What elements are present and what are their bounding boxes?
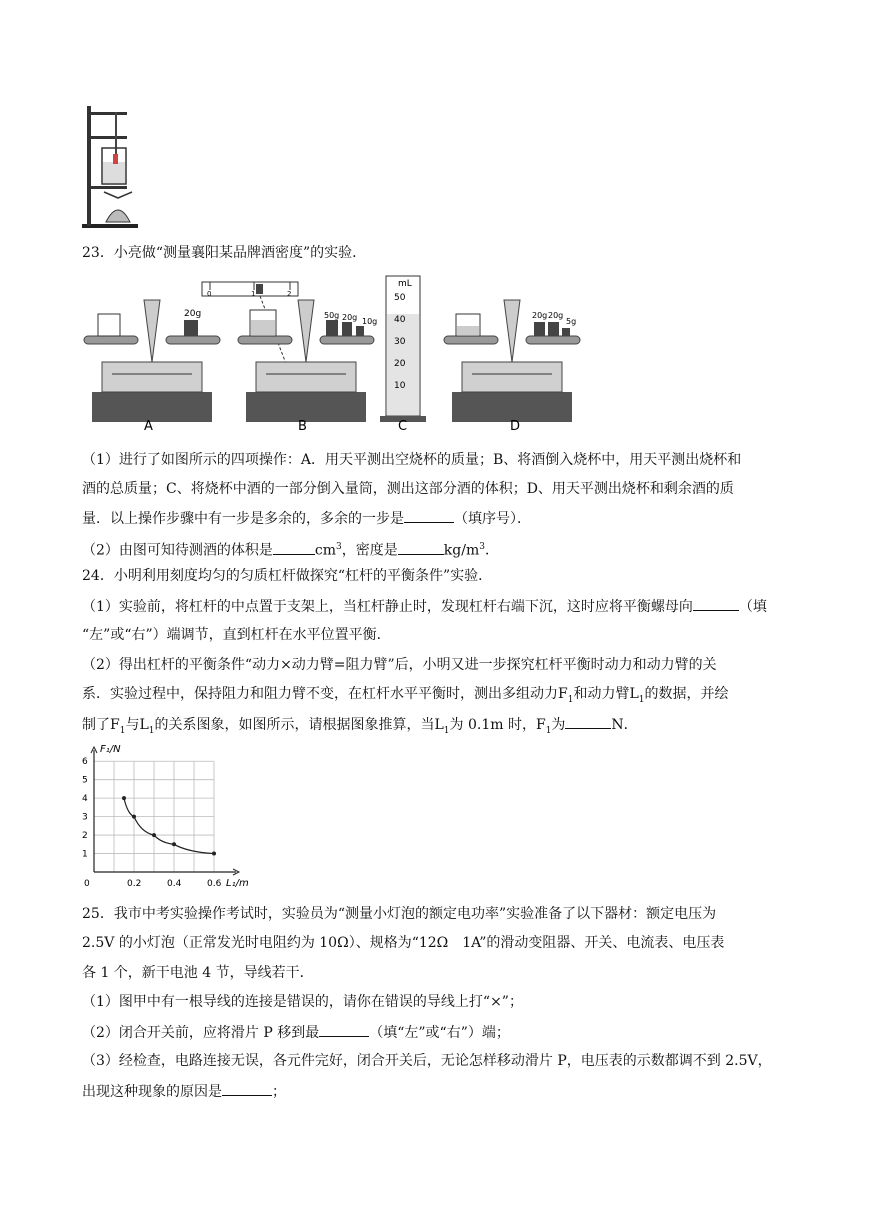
cylinder-tick-10: 10 xyxy=(394,381,406,391)
answer-blank-extra-step[interactable] xyxy=(404,508,454,523)
subscript-1: 1 xyxy=(119,725,126,736)
q23-part1-line3 xyxy=(82,508,802,529)
q25-part2 xyxy=(82,1022,802,1043)
q23-header: 23．小亮做“测量襄阳某品牌酒密度”的实验． xyxy=(82,245,367,261)
q24-part2-line1: （2）得出杠杆的平衡条件“动力×动力臂=阻力臂”后，小明又进一步探究杠杆平衡时动力和动力臂的关 xyxy=(82,657,717,673)
q25-part2-text: （2）闭合开关前，应将滑片 P 移到最 xyxy=(82,1025,320,1041)
subscript-1: 1 xyxy=(638,694,645,705)
q24-part1-line2: “左”或“右”）端调节，直到杠杆在水平位置平衡． xyxy=(82,627,391,643)
mass-b-1: 20g xyxy=(342,313,358,322)
answer-blank-force[interactable] xyxy=(565,714,611,729)
q23-part2-text: （2）由图可知待测酒的体积是 xyxy=(82,542,273,559)
subscript-1: 1 xyxy=(443,725,450,736)
q24-part2-line2 xyxy=(82,684,802,710)
data-point xyxy=(152,833,156,837)
q25-line1: 25．我市中考实验操作考试时，实验员为“测量小灯泡的额定电功率”实验准备了以下器材：额定电压为 xyxy=(82,906,717,922)
q24-part2-line3 xyxy=(82,714,802,741)
q23-part1-text: 量．以上操作步骤中有一步是多余的，多余的一步是 xyxy=(82,511,404,527)
unit-kg-m: kg/m xyxy=(443,542,480,559)
q25-part2-suffix: （填“左”或“右”）端； xyxy=(369,1025,510,1041)
x-tick-label: 0.4 xyxy=(167,879,182,889)
symbol-l: L xyxy=(629,686,639,702)
balance-a xyxy=(84,300,220,434)
ruler-tick-2: 2 xyxy=(287,290,292,298)
x-tick-label: 0.2 xyxy=(127,879,142,889)
q24-part2-line3-end: N． xyxy=(611,717,638,733)
force-arm-chart xyxy=(76,740,266,890)
cylinder-tick-40: 40 xyxy=(394,315,406,325)
answer-blank-slider-end[interactable] xyxy=(319,1022,369,1037)
q24-part2-line3-a: 制了 xyxy=(82,717,110,733)
q25-line3: 各 1 个，新干电池 4 节，导线若干． xyxy=(82,965,314,981)
symbol-l: L xyxy=(434,717,444,733)
q25-line2: 2.5V 的小灯泡（正常发光时电阻约为 10Ω）、规格为“12Ω 1A”的滑动变阻器、开关、电流表、电压表 xyxy=(82,935,725,951)
ruler-tick-0: 0 xyxy=(207,290,212,298)
figure-label-a: A xyxy=(144,419,153,434)
mass-d-1: 20g xyxy=(548,311,564,320)
answer-blank-density[interactable] xyxy=(398,540,444,555)
series-curve xyxy=(124,798,214,853)
y-tick-label: 4 xyxy=(82,794,88,805)
data-point xyxy=(122,796,126,800)
q24-part2-line3-e: 为 xyxy=(551,717,566,733)
balance-experiment-figure xyxy=(80,270,592,438)
balance-b xyxy=(202,282,377,434)
q23-part1-suffix: （填序号）． xyxy=(454,511,531,527)
q23-part2-density-text: ，密度是 xyxy=(341,542,398,559)
mass-d-2: 5g xyxy=(566,317,577,326)
symbol-f: F xyxy=(558,686,568,702)
q25-part3-text: 出现这种现象的原因是 xyxy=(82,1084,222,1100)
answer-blank-volume[interactable] xyxy=(273,540,315,555)
origin-label: 0 xyxy=(84,879,90,889)
q23-part1-line1: （1）进行了如图所示的四项操作：A．用天平测出空烧杯的质量；B、将酒倒入烧杯中，用天平测出烧杯和 xyxy=(82,452,742,468)
q23-part2-end: ． xyxy=(484,542,499,559)
balance-d xyxy=(444,300,580,434)
mass-a-label: 20g xyxy=(184,309,202,319)
figure-label-b: B xyxy=(298,419,307,434)
unit-kg-m-exponent: 3 xyxy=(479,542,485,552)
subscript-1: 1 xyxy=(567,694,574,705)
y-tick-label: 5 xyxy=(82,775,88,786)
graduated-cylinder-c xyxy=(380,276,426,434)
q24-part2-line2-c: 的数据，并绘 xyxy=(644,686,729,702)
answer-blank-nut-direction[interactable] xyxy=(693,596,739,611)
y-tick-label: 3 xyxy=(82,812,88,823)
cylinder-tick-30: 30 xyxy=(394,337,406,347)
q24-part1-line1 xyxy=(82,596,802,617)
mass-b-2: 10g xyxy=(362,317,378,326)
figure-label-c: C xyxy=(398,419,408,434)
chart-grid xyxy=(94,761,214,872)
mass-b-0: 50g xyxy=(324,311,340,320)
q25-part3-end: ； xyxy=(272,1084,286,1100)
mass-d-0: 20g xyxy=(532,311,548,320)
q25-part3-line1: （3）经检查，电路连接无误，各元件完好，闭合开关后，无论怎样移动滑片 P，电压表的示数都调不到 2.5V， xyxy=(82,1053,772,1069)
symbol-f: F xyxy=(110,717,120,733)
cylinder-tick-20: 20 xyxy=(394,359,406,369)
unit-cm: cm xyxy=(314,542,337,559)
q23-part1-line2: 酒的总质量；C、将烧杯中酒的一部分倒入量筒，测出这部分酒的体积；D、用天平测出烧杯和剩余酒的质 xyxy=(82,481,734,497)
x-tick-label: 0.6 xyxy=(207,879,222,889)
data-point xyxy=(132,815,136,819)
q24-part2-line3-c: 的关系图象，如图所示，请根据图象推算，当 xyxy=(154,717,435,733)
subscript-1: 1 xyxy=(545,725,552,736)
q25-part3-line2 xyxy=(82,1081,802,1102)
subscript-1: 1 xyxy=(148,725,155,736)
q25-part1: （1）图甲中有一根导线的连接是错误的，请你在错误的导线上打“×”； xyxy=(82,994,523,1010)
ruler-tick-1: 1 xyxy=(251,290,256,298)
q24-part2-line3-d: 为 0.1m 时， xyxy=(449,717,536,733)
q24-part1-text: （1）实验前，将杠杆的中点置于支架上，当杠杆静止时，发现杠杆右端下沉，这时应将平衡螺母向 xyxy=(82,599,693,615)
figure-label-d: D xyxy=(510,419,521,434)
unit-cm-exponent: 3 xyxy=(336,542,342,552)
stand-apparatus-figure xyxy=(78,102,142,232)
q24-part2-line3-b: 与 xyxy=(125,717,140,733)
data-point xyxy=(212,852,216,856)
y-tick-label: 1 xyxy=(82,849,88,860)
data-point xyxy=(172,842,176,846)
y-tick-label: 2 xyxy=(82,831,88,842)
y-tick-label: 6 xyxy=(82,757,88,768)
symbol-l: L xyxy=(139,717,149,733)
x-axis-label: L₁/m xyxy=(226,878,249,889)
q24-part1-suffix: （填 xyxy=(738,599,767,615)
cylinder-tick-50: 50 xyxy=(394,293,406,303)
q24-header: 24．小明利用刻度均匀的匀质杠杆做探究“杠杆的平衡条件”实验． xyxy=(82,568,493,584)
symbol-f: F xyxy=(535,717,546,733)
answer-blank-reason[interactable] xyxy=(222,1081,272,1096)
cylinder-unit: mL xyxy=(398,279,412,289)
y-axis-label: F₁/N xyxy=(100,744,121,755)
q24-part2-line2-b: 和动力臂 xyxy=(573,686,630,702)
q24-part2-line2-a: 系．实验过程中，保持阻力和阻力臂不变，在杠杆水平平衡时，测出多组动力 xyxy=(82,686,558,702)
q23-part2 xyxy=(82,537,802,561)
